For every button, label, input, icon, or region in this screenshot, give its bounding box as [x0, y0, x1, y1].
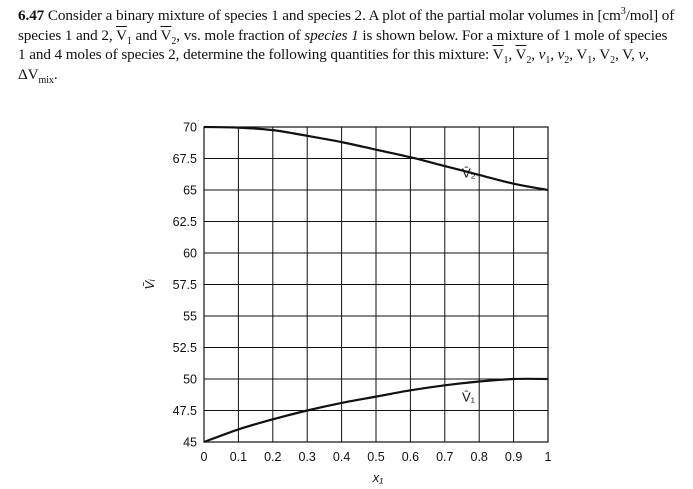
y-tick-label: 45: [183, 435, 197, 450]
x-tick-label: 0.8: [470, 450, 488, 464]
x-tick-label: 0.9: [504, 450, 523, 464]
x-axis-label: x₁: [372, 470, 384, 485]
y-tick-label: 62.5: [172, 215, 197, 229]
y-tick-label: 70: [183, 120, 197, 135]
y-tick-label: 52.5: [172, 341, 197, 355]
y-tick-label: 47.5: [172, 404, 197, 418]
y-tick-label: 55: [183, 309, 197, 324]
problem-number: 6.47: [18, 7, 45, 24]
curve-label: V̄₁: [462, 389, 476, 405]
x-tick-labels: [201, 450, 552, 464]
x-tick-label: 0.2: [264, 450, 282, 464]
y-axis-label: V̄ᵢ: [142, 279, 157, 290]
chart-grid: [204, 127, 548, 442]
x-tick-label: 0.5: [367, 450, 385, 464]
y-tick-label: 57.5: [172, 278, 197, 292]
y-tick-label: 67.5: [172, 152, 197, 166]
y-tick-label: 50: [183, 372, 197, 387]
problem-text: Consider a binary mixture of species 1 and species 2. A plot of the partial molar volumes in $[cm^3/mol]$ of species 1 and 2, $\overline{V}_1$ and $\overline{V}_2$, vs. mole fraction of species 1 is shown below. For a mixture of 1 mole of species 1 and 4 moles of species 2, determine the following quantities for this mixture: $\overline{V}_1$, $\overline{V}_2$, $v_1$, $v_2$, $V_1$, $V_2$, V, v, $\Delta V_{mix}$.: [18, 5, 675, 86]
curve-labels: [462, 165, 476, 404]
y-tick-label: 60: [183, 246, 197, 261]
curve-label: V̄₂: [462, 165, 476, 181]
y-tick-labels: [173, 121, 197, 450]
y-tick-label: 65: [183, 183, 197, 198]
x-tick-label: 1: [544, 450, 552, 464]
x-tick-label: 0.4: [332, 450, 351, 464]
x-tick-label: 0.3: [298, 450, 316, 464]
x-tick-label: 0: [200, 450, 208, 464]
x-tick-label: 0.1: [229, 450, 248, 464]
x-tick-label: 0.6: [401, 450, 420, 464]
x-tick-label: 0.7: [436, 450, 454, 464]
